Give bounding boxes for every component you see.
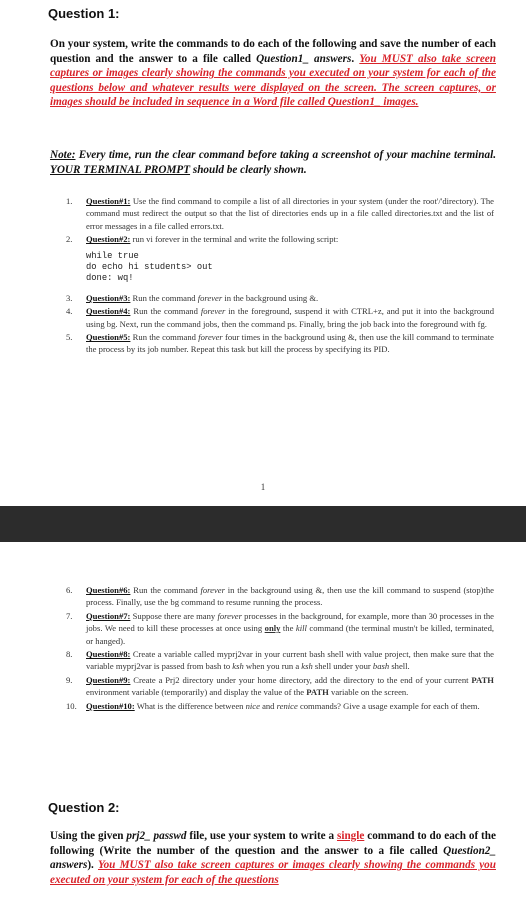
question-1-title: Question 1: (48, 6, 120, 21)
item-text: variable on the screen. (328, 687, 409, 698)
item-text: commands? Give a usage example for each of them. (297, 700, 480, 711)
item-emphasis: PATH (471, 674, 494, 685)
item-command: forever (198, 332, 223, 343)
note-emphasis: YOUR TERMINAL PROMPT (50, 163, 191, 176)
item-command: bash (372, 661, 390, 672)
intro-filename: Question1_ answers (256, 52, 352, 65)
item-text: when you run a (243, 661, 302, 672)
intro-warning: You MUST also take screen captures or images clearly showing the commands you executed on your system for each of the questions below and whatever results were displayed on the screen. The screen captures, or images should be included in sequence in a Word file called Question1_ images. (50, 52, 496, 109)
question-2-title: Question 2: (48, 800, 120, 815)
item-emphasis: only (264, 623, 281, 634)
item-label: Question#9: (86, 674, 131, 685)
page-separator (0, 506, 526, 542)
item-text: Run the command (130, 585, 201, 595)
list-item (66, 305, 494, 330)
page-2 (0, 542, 526, 898)
item-label: Question#8: (86, 649, 131, 660)
question-list-2 (66, 584, 494, 713)
question-2-intro (50, 829, 496, 887)
note (50, 148, 496, 177)
item-label: Question#10: (86, 700, 135, 711)
item-text: in the background using &, then use the kill command to suspend (stop)the process. Finally, use the bg command to resume running the process. (86, 585, 494, 608)
item-command: renice (276, 700, 298, 711)
note-text: Every time, run the clear command before taking a screenshot of your machine terminal. (75, 149, 496, 161)
item-text: What is the difference between (134, 700, 246, 711)
question-1-intro (50, 37, 496, 110)
item-number: 6. (66, 585, 73, 595)
list-item (66, 674, 494, 699)
intro-text: On your system, write the commands to do each of the following and save the number of each question and the answer to a file called (50, 38, 496, 65)
list-item (66, 700, 494, 712)
item-text: shell under your (312, 661, 373, 672)
item-number: 9. (66, 674, 73, 685)
item-number: 2. (66, 234, 73, 245)
item-text: Run the command (130, 332, 199, 343)
item-text: Use the find command to compile a list of all directories in your system (under the root'/'directory). The command must redirect the output so that the list of directories ends up in a file called directories.txt and the list of error messages in a file called errors.txt. (86, 196, 494, 231)
note-end: should be clearly shown. (190, 163, 307, 176)
item-number: 1. (66, 196, 73, 206)
intro-dot: . (351, 52, 360, 65)
item-text: in the foreground, suspend it with CTRL+z, and put it into the background using bg. Next, run the command jobs, then the command ps. Finally, bring the job back into the foreground with fg. (86, 306, 494, 329)
q2-text: Using the given (50, 830, 127, 842)
item-number: 8. (66, 649, 73, 660)
q2-single: single (336, 830, 365, 842)
item-number: 7. (66, 610, 73, 621)
page-number: 1 (260, 482, 266, 492)
item-command: forever (197, 292, 223, 303)
item-number: 5. (66, 332, 73, 343)
item-emphasis: PATH (306, 687, 329, 698)
item-label: Question#5: (86, 332, 131, 343)
item-text: shell. (389, 661, 410, 672)
list-item (66, 195, 494, 232)
item-text: Create a Prj2 directory under your home directory, add the directory to the end of your current (130, 674, 472, 685)
item-command: ksh (232, 661, 244, 672)
list-item (66, 648, 494, 673)
note-label: Note: (50, 149, 76, 161)
item-label: Question#2: (86, 234, 131, 245)
item-text: run vi forever in the terminal and write the following script: (130, 234, 339, 245)
item-command: ksh (301, 661, 313, 672)
item-text: processes in the background, for example, more than 30 processes in the jobs. We need to kill these processes at once using (86, 610, 494, 634)
q2-answers-file: Question2_ answers (50, 844, 496, 872)
item-text: command (the terminal mustn't be killed, terminated, or hanged). (86, 623, 495, 646)
list-item (66, 331, 494, 356)
q2-text: file, use your system to write a (186, 830, 337, 842)
item-label: Question#6: (86, 585, 131, 595)
item-number: 3. (66, 292, 73, 303)
q2-warning: You MUST also take screen captures or images clearly showing the commands you executed on your system for each of the questions (50, 859, 496, 886)
item-text: in the background using &. (222, 292, 319, 303)
list-item (66, 610, 494, 647)
question-list-1 (66, 195, 494, 357)
list-item (66, 233, 494, 285)
item-text: Run the command (130, 306, 201, 317)
q2-text: ). (87, 859, 98, 872)
item-text: Run the command (130, 292, 198, 303)
item-label: Question#4: (86, 306, 131, 317)
item-command: nice (245, 700, 260, 711)
list-item (66, 292, 494, 304)
item-text: Create a variable called myprj2var in your current bash shell with value project, then make sure that the variable myprj2var is passed from bash to (86, 649, 494, 672)
list-item (66, 584, 494, 609)
item-text: Suppose there are many (130, 610, 218, 621)
item-command: kill (295, 623, 307, 634)
item-text: the (280, 623, 296, 634)
item-command: forever (200, 306, 226, 317)
item-text: four times in the background using &, then use the kill command to terminate the process by its job number. Repeat this task but kill the process by specifying its PID. (86, 332, 494, 355)
item-label: Question#1: (86, 196, 131, 206)
item-text: environment variable (temporarily) and display the value of the (86, 687, 307, 698)
q2-filename: prj2_ passwd (126, 830, 187, 842)
item-command: forever (217, 610, 242, 621)
q2-text: command to do each of the following (Write the number of the question and the answer to a file called (50, 830, 496, 857)
item-command: forever (200, 585, 225, 595)
item-label: Question#7: (86, 610, 131, 621)
item-text: and (259, 700, 277, 711)
item-number: 4. (66, 306, 73, 317)
script-block: while true do echo hi students> out done: wq! (86, 250, 213, 284)
item-label: Question#3: (86, 292, 131, 303)
item-number: 10. (66, 700, 77, 711)
